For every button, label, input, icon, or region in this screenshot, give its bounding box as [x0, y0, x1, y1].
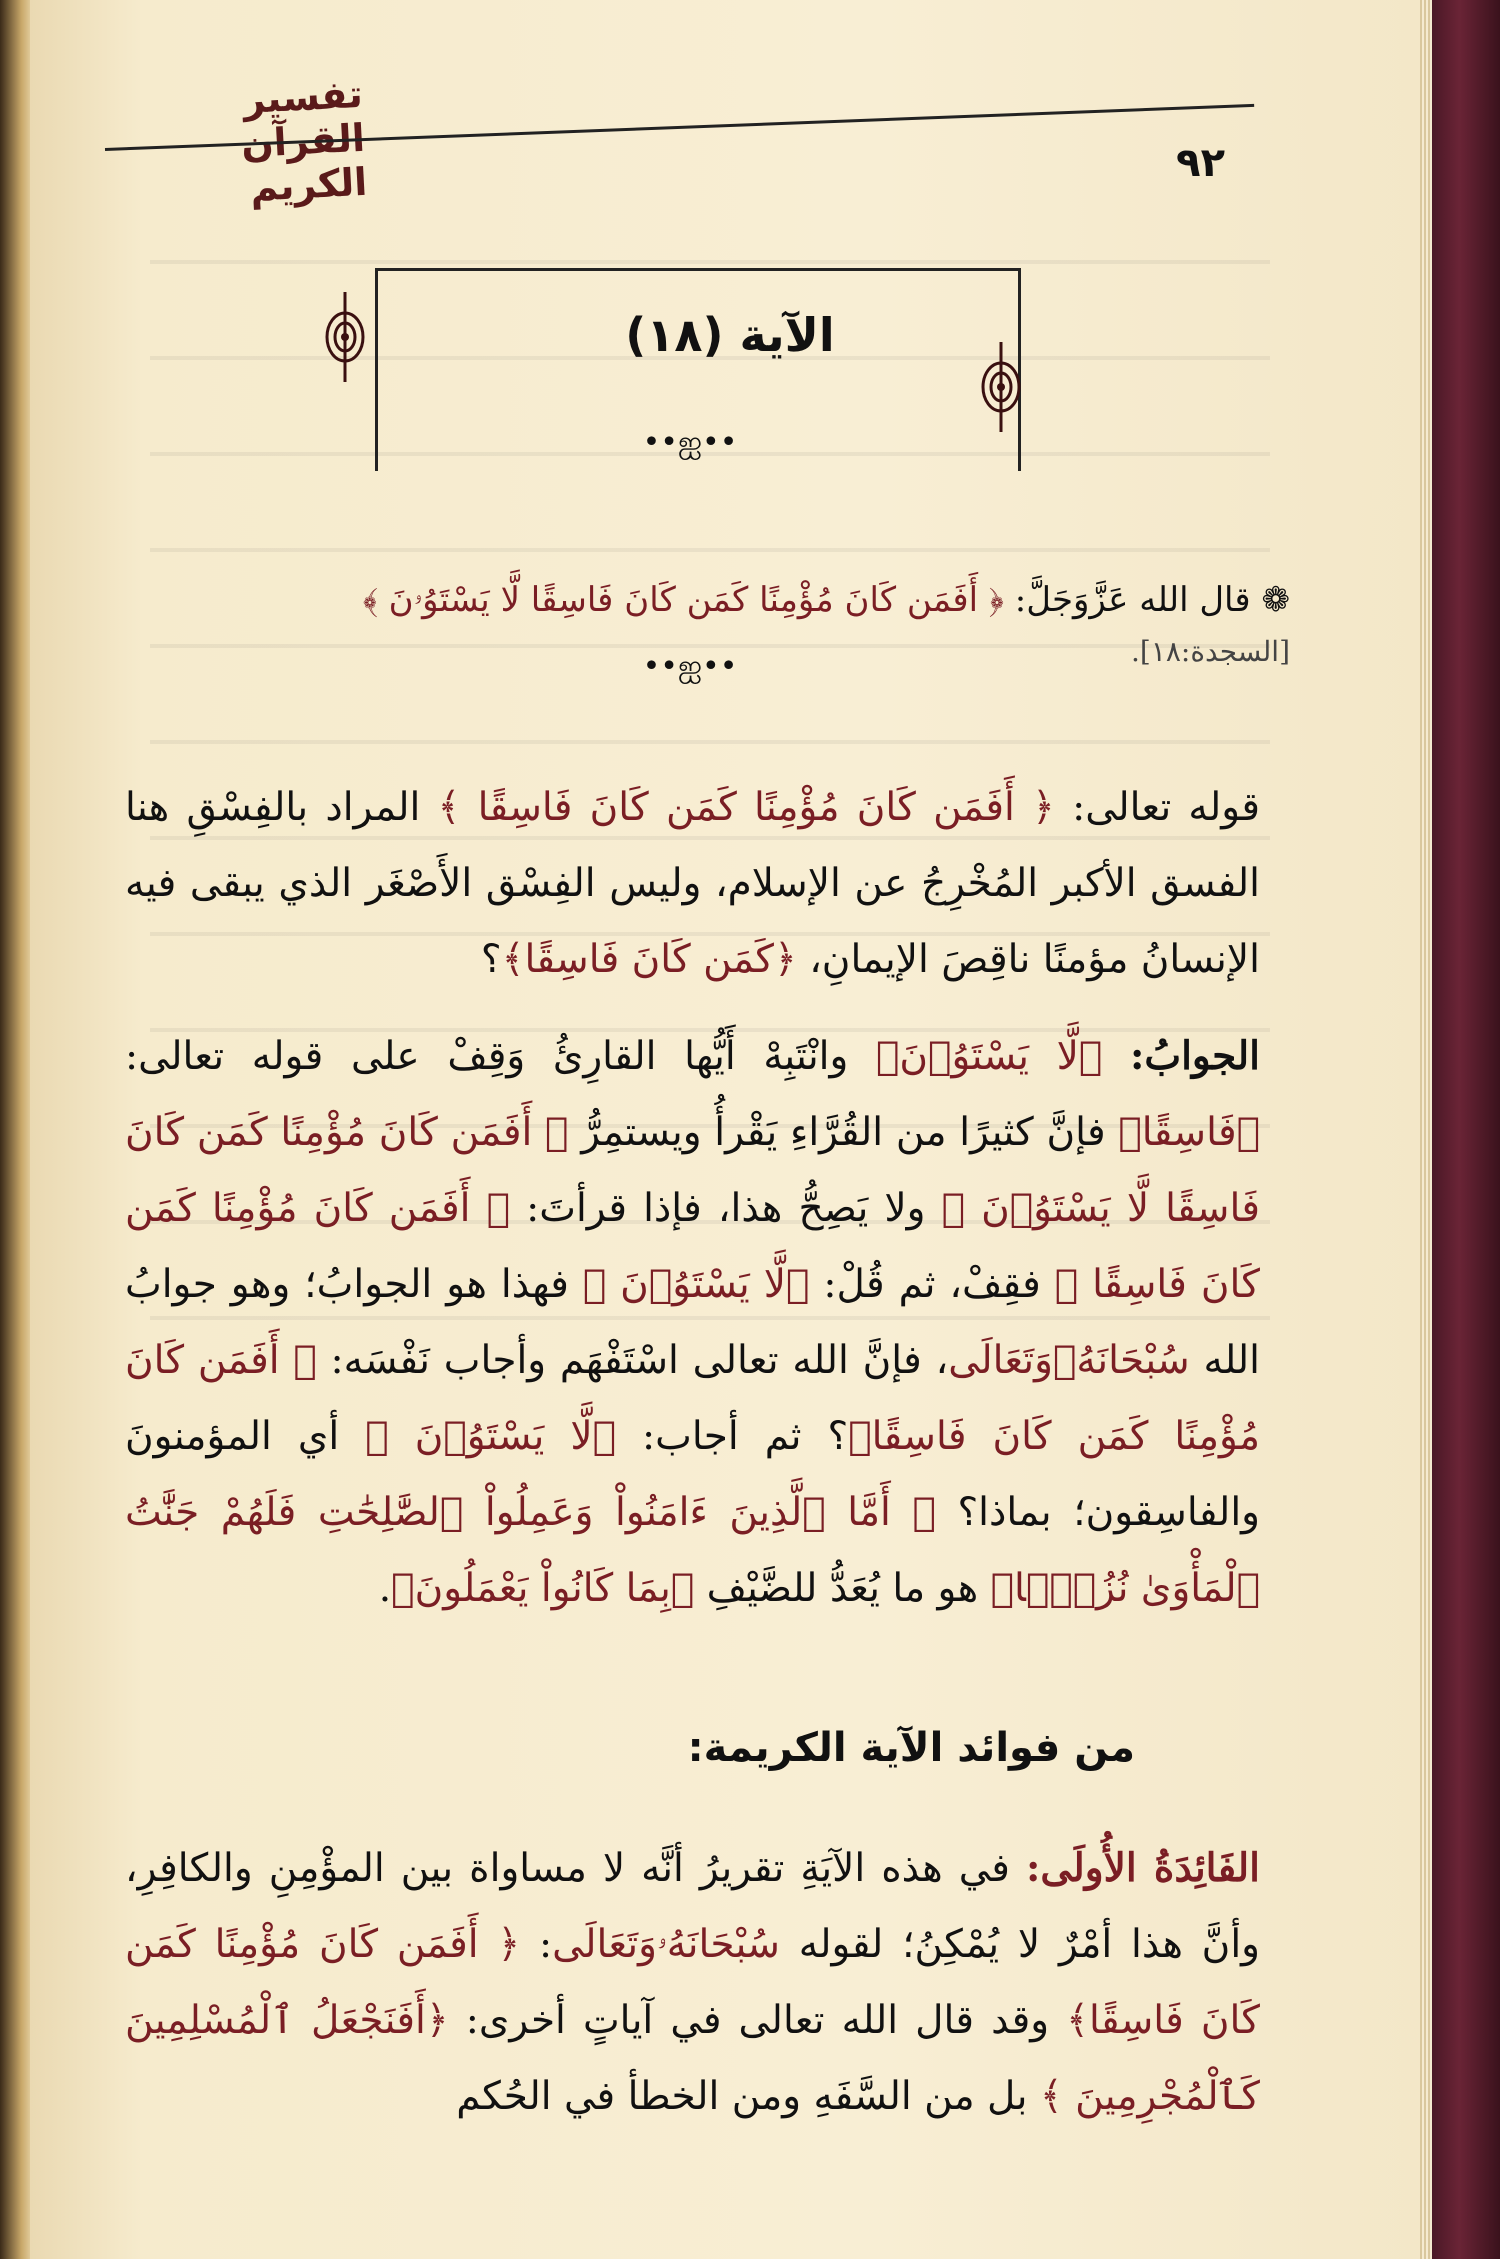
p3-lead: الفَائِدَةُ الأُولَى:: [1025, 1845, 1260, 1891]
paragraph-2: [125, 1018, 1260, 1627]
p1-quote-1: ﴿ أَفَمَن كَانَ مُؤْمِنًا كَمَن كَانَ فَاسِقًا ﴾: [437, 785, 1055, 830]
p2-quote-1: ﴿لَّا يَسْتَوُۥنَ﴾: [876, 1034, 1103, 1079]
p2-text-2: فإنَّ كثيرًا من القُرَّاءِ يَقْرأُ ويستمِرُّ: [581, 1110, 1106, 1155]
p2-quote-8: ﴿لَّا يَسْتَوُۥنَ ﴾: [365, 1414, 616, 1459]
p2-text-7: ؟ ثم أجاب:: [642, 1414, 849, 1459]
p2-text-3: ولا يَصِحُّ هذا، فإذا قرأتَ:: [526, 1186, 926, 1231]
p2-text-8: أي المؤمنونَ والفاسِقون؛ بماذا؟: [125, 1414, 1260, 1535]
p3-text-3: وقد قال الله تعالى في آياتٍ أخرى:: [465, 1998, 1050, 2043]
p2-text-9: هو ما يُعَدُّ للضَّيْفِ: [706, 1566, 979, 1611]
p2-lead: الجوابُ:: [1129, 1033, 1260, 1079]
book-cover-edge: [1432, 0, 1500, 2259]
p2-quote-2: ﴿فَاسِقًا﴾: [1118, 1110, 1260, 1155]
knot-ornament-left-icon: [320, 292, 370, 382]
p1-text-1: المراد بالفِسْقِ هنا الفسق الأكبر المُخْرِجُ عن الإسلام، وليس الفِسْق الأَصْغَر الذي يبقى فيه الإنسانُ مؤمنًا ناقِصَ الإيمانِ،: [125, 785, 1260, 982]
p3-text-4: بل من السَّفَهِ ومن الخطأ في الحُكم: [456, 2074, 1028, 2119]
p1-lead: قوله تعالى:: [1072, 785, 1261, 830]
p2-quote-5: ﴿لَّا يَسْتَوُۥنَ ﴾: [582, 1262, 810, 1307]
p3-quote-2: ﴿ أَفَمَن كَانَ مُؤْمِنًا كَمَن كَانَ فَاسِقًا﴾: [125, 1922, 1260, 2043]
p2-quote-6: سُبْحَانَهُۥوَتَعَالَى: [948, 1338, 1190, 1383]
knot-ornament-right-icon: [976, 342, 1026, 432]
p2-text-5: فهذا هو الجوابُ؛ وهو جوابُ الله: [125, 1262, 1260, 1383]
p2-text-6: ، فإنَّ الله تعالى اسْتَفْهَم وأجاب نَفْسَه:: [330, 1338, 949, 1383]
page-number: ٩٢: [1176, 140, 1225, 186]
p3-quote-1: سُبْحَانَهُۥوَتَعَالَى: [552, 1922, 780, 1967]
p2-quote-7: ﴿ أَفَمَن كَانَ مُؤْمِنًا كَمَن كَانَ فَاسِقًا﴾: [125, 1338, 1260, 1459]
verse-quote: ﴿ أَفَمَن كَانَ مُؤْمِنًا كَمَن كَانَ فَاسِقًا لَّا يَسْتَوُۥنَ ﴾: [362, 580, 1004, 620]
p2-quote-10: ﴿بِمَا كَانُواْ يَعْمَلُونَ﴾: [391, 1566, 695, 1611]
book-page: [30, 0, 1425, 2259]
verse-reference: [السجدة:١٨].: [1131, 635, 1290, 668]
verse-intro: قال الله عَزَّوَجَلَّ:: [1014, 580, 1251, 620]
p1-quote-2: ﴿كَمَن كَانَ فَاسِقًا﴾: [501, 937, 797, 982]
paragraph-3: [125, 1830, 1260, 2135]
p3-quote-3: ﴿أَفَنَجْعَلُ ٱلْمُسْلِمِينَ كَٱلْمُجْرِمِينَ ﴾: [125, 1998, 1260, 2119]
ornament-divider-top: ••ஐ••: [642, 425, 738, 460]
paragraph-1: [125, 770, 1260, 998]
p2-quote-3: ﴿ أَفَمَن كَانَ مُؤْمِنًا كَمَن كَانَ فَاسِقًا لَّا يَسْتَوُۥنَ ﴾: [125, 1110, 1260, 1231]
p2-text-10: .: [378, 1566, 392, 1611]
running-header-title: تفسير القرآن الكريم: [240, 71, 369, 210]
p3-text-1: في هذه الآيَةِ تقريرُ أنَّه لا مساواة بين المؤْمِنِ والكافِرِ، وأنَّ هذا أمْرٌ لا يُمْكِنُ؛ لقوله: [125, 1846, 1260, 1967]
p3-text-2: :: [539, 1922, 553, 1967]
p2-quote-9: ﴿ أَمَّا ٱلَّذِينَ ءَامَنُواْ وَعَمِلُواْ ٱلصَّٰلِحَٰتِ فَلَهُمْ جَنَّٰتُ ٱلْمَأْوَىٰ نُزُلًۢا﴾: [125, 1490, 1260, 1611]
p1-text-2: ؟: [480, 937, 502, 982]
p2-quote-4: ﴿ أَفَمَن كَانَ مُؤْمِنًا كَمَن كَانَ فَاسِقًا ﴾: [125, 1186, 1260, 1307]
p2-text-1: وانْتَبِهْ أَيُّها القارِئُ وَقِفْ على قوله تعالى:: [125, 1034, 849, 1079]
p2-text-4: فقِفْ، ثم قُلْ:: [823, 1262, 1041, 1307]
verse-icon: ❁: [1261, 580, 1290, 620]
ornament-divider-bottom: ••ஐ••: [642, 649, 738, 684]
benefits-heading: من فوائد الآية الكريمة:: [687, 1725, 1135, 1771]
section-title: الآية (١٨): [625, 308, 835, 362]
